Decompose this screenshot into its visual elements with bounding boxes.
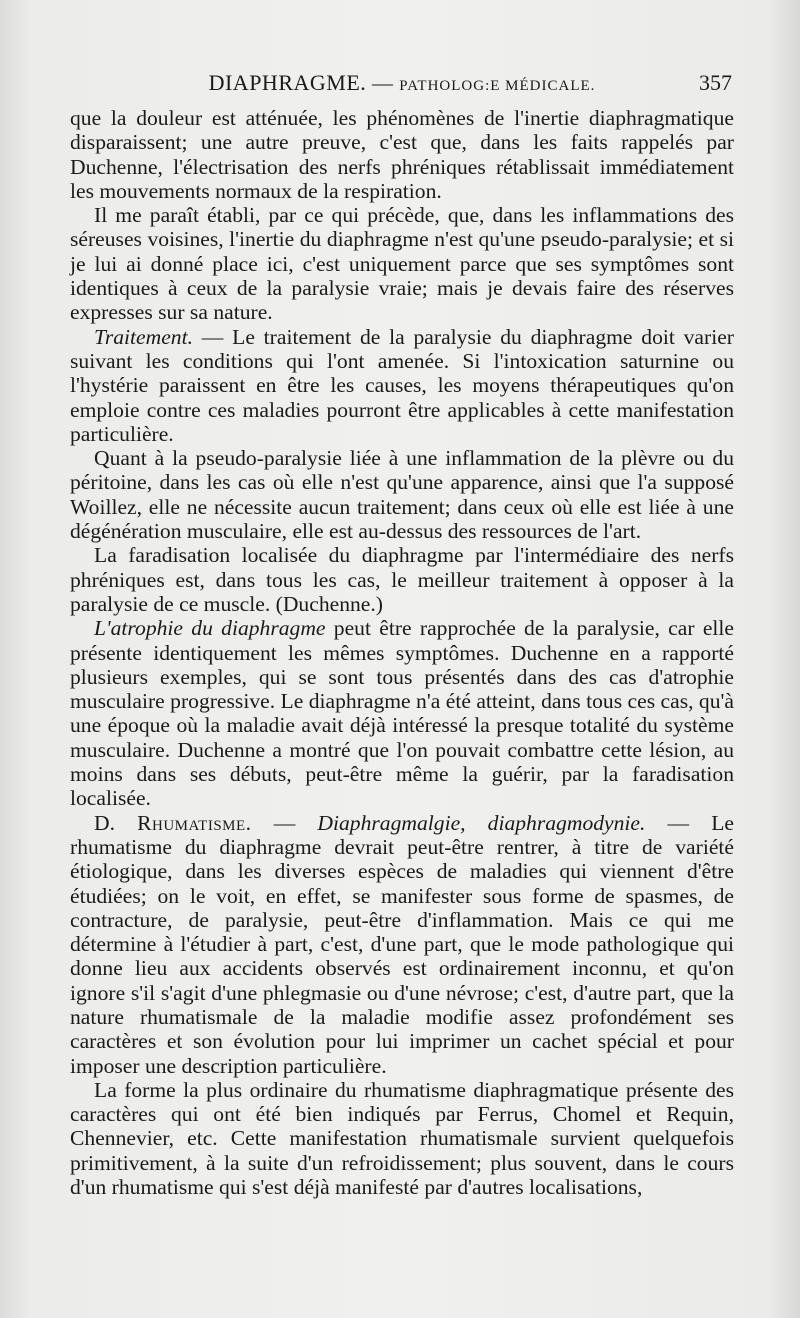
running-header [70,66,734,106]
running-title [70,70,734,96]
section-heading-atrophie: L'atrophie du diaphragme [94,616,326,641]
paragraph-2 [70,203,734,324]
running-title-main: DIAPHRAGME. [208,70,367,95]
paragraph-rheumatism-text: — Le rhumatisme du diaphragme devrait peut-être rentrer, à titre de variété étiologique, dans les diverses espèces de maladies qui viennent d'être étudiées; on le voit, en effet, se manifester sous forme de spasmes, de contracture, de paralysie, peut-être d'inflammation. Mais ce qui me détermine à l'étudier à part, c'est, d'une part, que le mode pathologique qui donne lieu aux accidents observés est ordinairement inconnu, et qu'on ignore s'il s'agit d'une phlegmasie ou d'une névrose; c'est, d'autre part, que la nature rhumatismale de la maladie modifie assez profondément ses caractères et son évolution pour lui imprimer un cachet spécial et pour imposer une description particulière. [70,810,734,1078]
paragraph-treatment [70,325,734,446]
paragraph-atrophy-text: peut être rapprochée de la paralysie, car elle présente identiquement les mêmes symptômes. Duchenne en a rapporté plusieurs exemples, qui se sont tous présentés dans des cas d'atrophie musculaire progressive. Le diaphragme n'a été atteint, dans tous ces cas, qu'à une époque où la maladie avait déjà intéressé la presque totalité du système musculaire. Duchenne a montré que l'on pouvait combattre cette lésion, au moins dans ses débuts, peut-être même la guérir, par la faradisation localisée. [70,616,734,811]
paragraph-1 [70,106,734,203]
paragraph-2-text: Il me paraît établi, par ce qui précède, que, dans les inflammations des séreuses voisines, l'inertie du diaphragme n'est qu'une pseudo-paralysie; et si je lui ai donné place ici, c'est uniquement parce que ses symptômes sont identiques à ceux de la paralysie vraie; mais je devais faire des réserves expresses sur sa nature. [70,203,734,325]
paragraph-treatment-text: — Le traitement de la paralysie du diaphragme doit varier suivant les conditions qui l'ont amenée. Si l'intoxication saturnine ou l'hystérie paraissent en être les causes, les moyens thérapeutiques qu'on emploie contre ces maladies pourront être applicables à cette manifestation particulière. [70,324,734,446]
paragraph-atrophy [70,616,734,810]
paragraph-4 [70,446,734,543]
body-text [70,106,734,1199]
section-heading-rhumatisme: Rhumatisme. [137,810,252,835]
running-title-dash: — [372,71,394,95]
paragraph-8-text: La forme la plus ordinaire du rhumatisme diaphragmatique présente des caractères qui ont été bien indiqués par Ferrus, Chomel et Requin, Chennevier, etc. Cette manifestation rhumatismale survient quelquefois primitivement, à la suite d'un refroidissement; plus souvent, dans le cours d'un rhumatisme qui s'est déjà manifesté par d'autres localisations, [70,1077,734,1200]
section-heading-dash: — [251,810,318,835]
section-subheading-diaphragmalgie: Diaphragmalgie, diaphragmodynie. [317,810,646,835]
paragraph-5 [70,543,734,616]
page-number: 357 [699,70,732,95]
section-letter: D. [94,810,138,835]
paragraph-1-text: que la douleur est atténuée, les phénomènes de l'inertie diaphragmatique disparaissent; une autre preuve, c'est que, dans les faits rappelés par Duchenne, l'électrisation des nerfs phréniques rétablissait immédiatement les mouvements normaux de la respiration. [70,106,734,203]
paragraph-5-text: La faradisation localisée du diaphragme par l'intermédiaire des nerfs phréniques est, dans tous les cas, le meilleur traitement à opposer à la paralysie de ce muscle. (Duchenne.) [70,543,734,616]
paragraph-rheumatism [70,811,734,1078]
paragraph-4-text: Quant à la pseudo-paralysie liée à une inflammation de la plèvre ou du péritoine, dans les cas où elle n'est qu'une apparence, ainsi que l'a supposé Woillez, elle ne nécessite aucun traitement; dans ceux où elle est liée à une dégénération musculaire, elle est au-dessus des ressources de l'art. [70,446,734,544]
running-title-sub: PATHOLOG:E MÉDICALE. [399,78,596,94]
section-heading-traitement: Traitement. [94,324,193,349]
paragraph-8 [70,1078,734,1199]
